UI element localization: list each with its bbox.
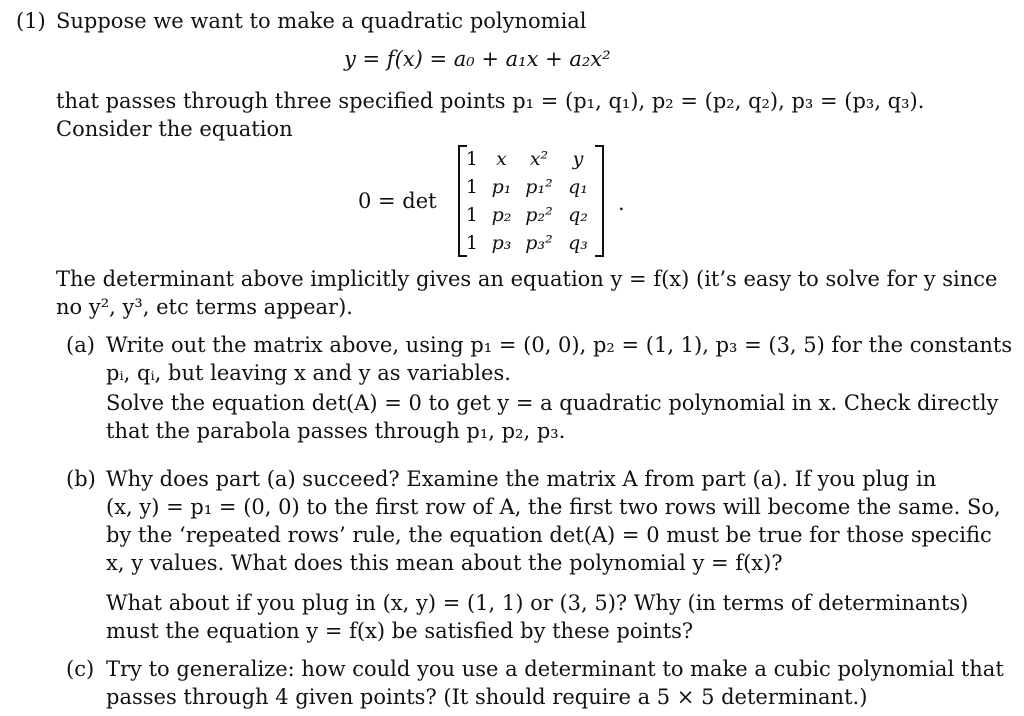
consider-sentence: Consider the equation [56, 117, 293, 141]
part-c-line: Try to generalize: how could you use a determinant to make a cubic polynomial that [106, 657, 1004, 681]
part-a-line: that the parabola passes through p₁, p₂, p₃. [106, 419, 566, 443]
matrix-cell: 1 [465, 148, 478, 170]
matrix-cell: q₁ [568, 176, 588, 198]
part-b-line: (x, y) = p₁ = (0, 0) to the first row of A, the first two rows will become the same. So, [106, 495, 1001, 519]
matrix-cell: x [496, 148, 507, 170]
points-sentence: that passes through three specified points p₁ = (p₁, q₁), p₂ = (p₂, q₂), p₃ = (p₃, q₃). [56, 89, 925, 113]
matrix-cell: p₁² [525, 176, 553, 198]
matrix-cell: q₂ [568, 204, 588, 226]
matrix-cell: x² [529, 148, 549, 170]
part-b-line: What about if you plug in (x, y) = (1, 1) or (3, 5)? Why (in terms of determinants) [106, 591, 969, 615]
part-b-line: Why does part (a) succeed? Examine the matrix A from part (a). If you plug in [106, 467, 937, 491]
part-b-label: (b) [66, 467, 96, 491]
part-a-label: (a) [66, 333, 95, 357]
polynomial-equation: y = f(x) = a₀ + a₁x + a₂x² [344, 47, 611, 71]
matrix-trailing-period: . [618, 191, 625, 215]
part-b-line: by the ‘repeated rows’ rule, the equation det(A) = 0 must be true for those specific [106, 523, 992, 547]
problem-number: (1) [16, 9, 46, 33]
part-a-line: pᵢ, qᵢ, but leaving x and y as variables. [106, 361, 511, 385]
matrix-cell: p₁ [491, 176, 512, 198]
part-c-label: (c) [66, 657, 95, 681]
part-a-line: Write out the matrix above, using p₁ = (0, 0), p₂ = (1, 1), p₃ = (3, 5) for the constants [106, 333, 1013, 357]
matrix-row [460, 145, 602, 173]
determinant-matrix [458, 145, 604, 257]
part-b-line: must the equation y = f(x) be satisfied by these points? [106, 619, 694, 643]
matrix-row [460, 229, 602, 257]
matrix-cell: 1 [465, 204, 478, 226]
matrix-cell: p₂² [525, 204, 553, 226]
matrix-cell: p₂ [491, 204, 512, 226]
paragraph-line: no y², y³, etc terms appear). [56, 295, 353, 319]
part-c-line: passes through 4 given points? (It should require a 5 × 5 determinant.) [106, 685, 868, 709]
matrix-cell: y [572, 148, 584, 170]
matrix-cell: p₃ [491, 232, 512, 254]
matrix-cell: q₃ [568, 232, 588, 254]
problem-intro: Suppose we want to make a quadratic polynomial [56, 9, 587, 33]
matrix-cell: 1 [465, 232, 478, 254]
det-label: 0 = det [358, 189, 437, 213]
part-b-line: x, y values. What does this mean about the polynomial y = f(x)? [106, 551, 783, 575]
paragraph-line: The determinant above implicitly gives an equation y = f(x) (it’s easy to solve for y since [56, 267, 998, 291]
part-a-line: Solve the equation det(A) = 0 to get y = a quadratic polynomial in x. Check directly [106, 391, 999, 415]
matrix-row [460, 173, 602, 201]
matrix-cell: 1 [465, 176, 478, 198]
matrix-row [460, 201, 602, 229]
matrix-cell: p₃² [525, 232, 553, 254]
